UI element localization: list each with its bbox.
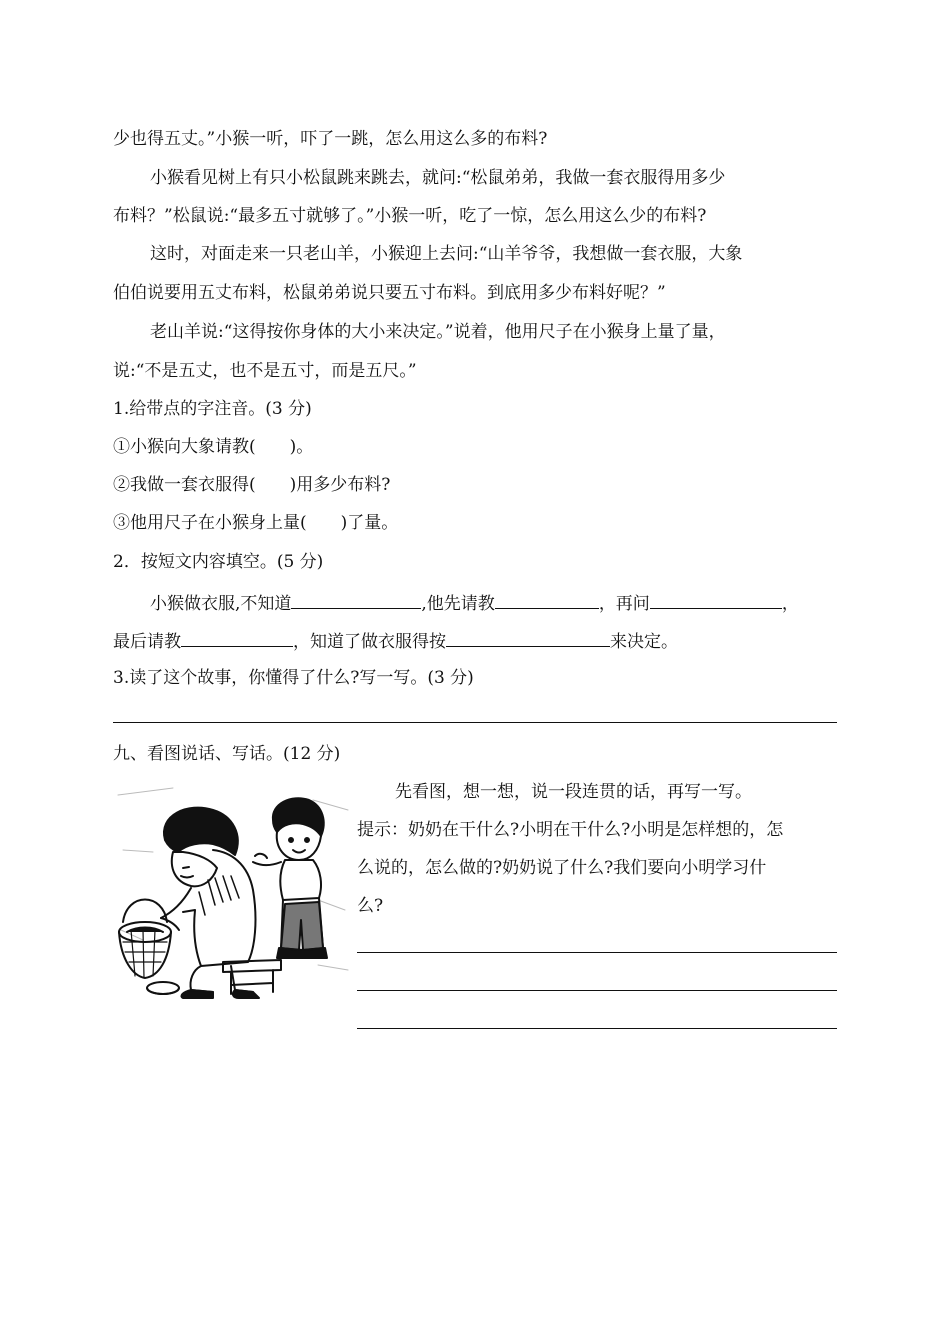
- passage-line: 说:“不是五丈，也不是五寸，而是五尺。”: [113, 361, 417, 381]
- question-2-line-2: 最后请教 ，知道了做衣服得按 来决定。: [113, 628, 678, 653]
- grandma-and-boy-illustration: [113, 780, 353, 1002]
- fill-blank-2[interactable]: [495, 590, 599, 609]
- section-9-hint: 么说的，怎么做的?奶奶说了什么?我们要向小明学习什: [357, 858, 767, 878]
- section-9-hint: 提示：奶奶在干什么?小明在干什么?小明是怎样想的，怎: [357, 820, 784, 840]
- answer-line-q3[interactable]: [113, 722, 837, 723]
- fill-blank-1[interactable]: [291, 590, 421, 609]
- fill-blank-4[interactable]: [181, 628, 293, 647]
- answer-line-writing[interactable]: [357, 952, 837, 953]
- question-1a: ①小猴向大象请教( )。: [113, 437, 314, 457]
- passage-line: 布料？”松鼠说:“最多五寸就够了。”小猴一听，吃了一惊，怎么用这么少的布料?: [113, 206, 707, 226]
- question-2-title: 2．按短文内容填空。(5 分): [113, 552, 324, 572]
- section-9-title: 九、看图说话、写话。(12 分): [113, 744, 341, 764]
- question-1c: ③他用尺子在小猴身上量( )了量。: [113, 513, 399, 533]
- passage-line: 少也得五丈。”小猴一听，吓了一跳，怎么用这么多的布料?: [113, 129, 548, 149]
- passage-line: 伯伯说要用五丈布料，松鼠弟弟说只要五寸布料。到底用多少布料好呢？”: [113, 283, 666, 303]
- section-9-hint: 么?: [357, 896, 384, 916]
- question-1-title: 1.给带点的字注音。(3 分): [113, 399, 312, 419]
- question-1b: ②我做一套衣服得( )用多少布料?: [113, 475, 391, 495]
- question-3-title: 3.读了这个故事，你懂得了什么?写一写。(3 分): [113, 668, 474, 688]
- passage-line: 老山羊说:“这得按你身体的大小来决定。”说着，他用尺子在小猴身上量了量，: [150, 322, 726, 342]
- fill-blank-3[interactable]: [650, 590, 782, 609]
- passage-line: 小猴看见树上有只小松鼠跳来跳去，就问:“松鼠弟弟，我做一套衣服得用多少: [150, 168, 726, 188]
- answer-line-writing[interactable]: [357, 1028, 837, 1029]
- question-2-line-1: 小猴做衣服,不知道 ,他先请教 ，再问 ，: [150, 590, 799, 615]
- passage-line: 这时，对面走来一只老山羊，小猴迎上去问:“山羊爷爷，我想做一套衣服，大象: [150, 244, 743, 264]
- fill-blank-5[interactable]: [446, 628, 610, 647]
- section-9-instruction: 先看图，想一想，说一段连贯的话，再写一写。: [395, 782, 752, 802]
- answer-line-writing[interactable]: [357, 990, 837, 991]
